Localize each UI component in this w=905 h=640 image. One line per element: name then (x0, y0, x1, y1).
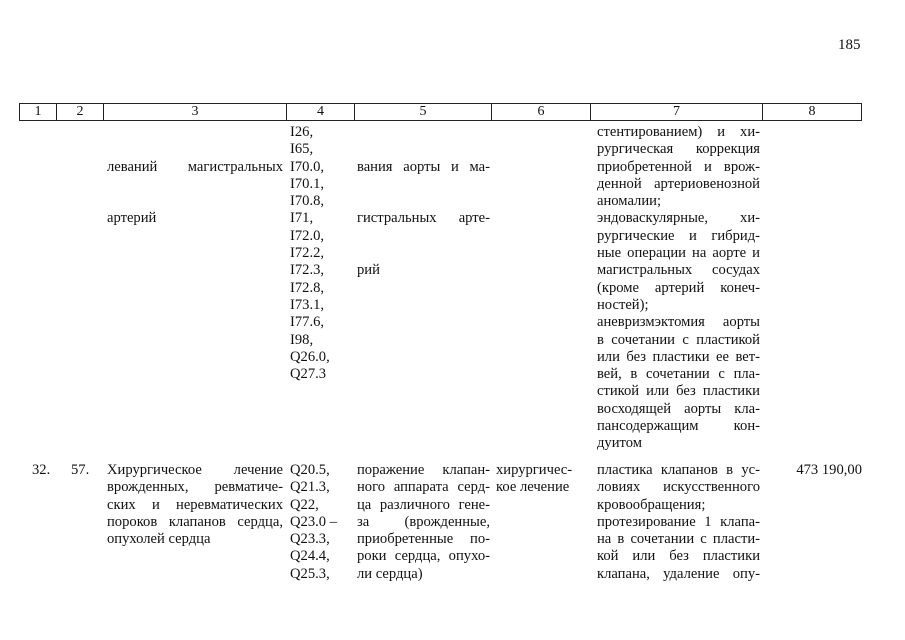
text-line: I70.1, (290, 175, 325, 192)
text-line: I26, (290, 124, 314, 140)
text-line: I77.6, (290, 314, 325, 331)
text-line: Q27.3 (290, 366, 327, 383)
text-line: опухолей сердца (107, 531, 211, 548)
header-col-2: 2 (57, 104, 104, 120)
text-line: аневризмэктомия аорты (597, 314, 760, 331)
text-line: I70.0, (290, 158, 325, 175)
text-line: I65, (290, 141, 314, 158)
text-line: пластика клапанов в ус- (597, 462, 760, 478)
text-line: I72.3, (290, 262, 325, 279)
header-col-6: 6 (492, 104, 591, 120)
text-line: Q23.0 – (290, 513, 338, 530)
header-col-5: 5 (355, 104, 492, 120)
text-line: Q20.5, (290, 462, 330, 478)
row32-col8-cost: 473 190,00 (796, 462, 862, 478)
text-line: рургическая коррекция (597, 141, 760, 158)
row32-col1-number: 32. (32, 462, 51, 478)
text-line: восходящей аорты кла- (597, 400, 760, 417)
text-line: пороков клапанов сердца, (107, 513, 283, 530)
text-line: гистральных арте- (357, 210, 490, 227)
text-line: I73.1, (290, 296, 325, 313)
text-line: ного аппарата серд- (357, 479, 490, 496)
text-line: ца различного гене- (357, 496, 490, 513)
text-line: ные операции на аорте и (597, 245, 760, 262)
text-line: Q23.3, (290, 531, 330, 548)
text-line: пансодержащим кон- (597, 418, 760, 435)
text-line: приобретенные по- (357, 531, 490, 548)
text-line: на в сочетании с пласти- (597, 531, 760, 548)
text-line: эндоваскулярные, хи- (597, 210, 760, 227)
cont-col5-model (357, 124, 490, 297)
text-line: магистральных сосудах (597, 262, 760, 279)
row32-col2-number: 57. (71, 462, 90, 478)
text-line: Q26.0, (290, 348, 330, 365)
row32-col4-icd-codes (290, 462, 354, 583)
header-col-7: 7 (591, 104, 763, 120)
header-col-4: 4 (287, 104, 355, 120)
text-line: ли сердца) (357, 565, 423, 582)
text-line: клапана, удаление опу- (597, 565, 760, 582)
text-line: или без пластики ее вет- (597, 348, 760, 365)
header-col-3: 3 (104, 104, 287, 120)
row32-col6-treatment-type (496, 462, 590, 497)
row32-col3-treatment (107, 462, 283, 548)
text-line: стентированием) и хи- (597, 124, 760, 140)
text-line: Q25.3, (290, 565, 330, 582)
text-line: (кроме артерий конеч- (597, 279, 760, 296)
text-line: дуитом (597, 435, 642, 452)
text-line: рий (357, 262, 380, 279)
text-line: I98, (290, 331, 314, 348)
text-line: вания аорты и ма- (357, 158, 490, 175)
text-line: денной артериовенозной (597, 175, 760, 192)
text-line: роки сердца, опухо- (357, 548, 490, 565)
row32-col5-model (357, 462, 490, 583)
text-line: I72.2, (290, 245, 325, 262)
text-line: хирургичес- (496, 462, 573, 478)
text-line: в сочетании с пластикой (597, 331, 760, 348)
text-line: I72.0, (290, 227, 325, 244)
cont-col4-icd-codes (290, 124, 352, 383)
text-line: ностей); (597, 296, 649, 313)
text-line: I71, (290, 210, 314, 227)
row32-col7-method (597, 462, 760, 583)
header-col-8: 8 (808, 104, 816, 119)
text-line: ских и неревматических (107, 496, 283, 513)
text-line: стикой или без пластики (597, 383, 760, 400)
page-number: 185 (838, 37, 861, 53)
text-line: артерий (107, 210, 157, 227)
text-line: протезирование 1 клапа- (597, 513, 760, 530)
text-line: кой или без пластики (597, 548, 760, 565)
text-line: Q24.4, (290, 548, 330, 565)
text-line: леваний магистральных (107, 158, 283, 175)
text-line: кое лечение (496, 479, 570, 496)
text-line: аномалии; (597, 193, 662, 210)
text-line: I72.8, (290, 279, 325, 296)
text-line: врожденных, ревматиче- (107, 479, 283, 496)
text-line: рургические и гибрид- (597, 227, 760, 244)
text-line: ловиях искусственного (597, 479, 760, 496)
text-line: приобретенной и врож- (597, 158, 760, 175)
cont-col7-method (597, 124, 760, 453)
table-header-row (19, 103, 862, 121)
text-line: I70.8, (290, 193, 325, 210)
header-col-1: 1 (20, 104, 57, 120)
text-line: кровообращения; (597, 496, 706, 513)
cont-col3-diagnosis (107, 124, 283, 245)
text-line: Q21.3, (290, 479, 330, 496)
text-line: вей, в сочетании с пла- (597, 366, 760, 383)
text-line: Хирургическое лечение (107, 462, 283, 478)
text-line: поражение клапан- (357, 462, 490, 478)
text-line: за (врожденные, (357, 513, 490, 530)
text-line: Q22, (290, 496, 319, 513)
